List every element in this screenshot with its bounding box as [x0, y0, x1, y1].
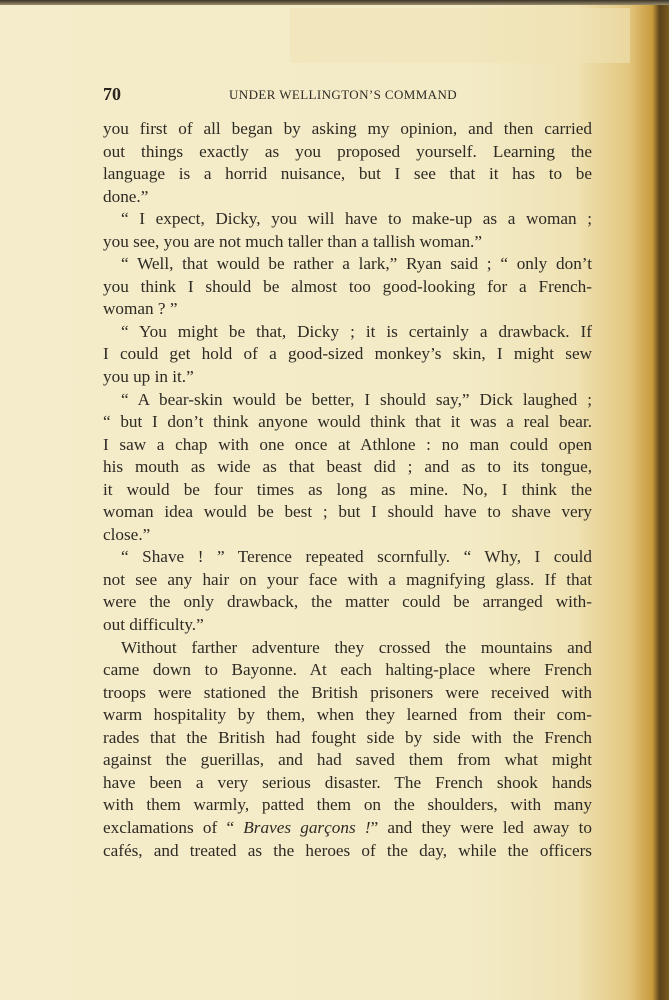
text-line: I could get hold of a good-sized monkey’s skin, I might sew [103, 344, 592, 364]
scan-artifact [290, 8, 630, 63]
text-line: cafés, and treated as the heroes of the day, while the officers [103, 840, 592, 860]
text-line: Without farther adventure they crossed the mountains and [121, 637, 592, 657]
text-line: “ You might be that, Dicky ; it is certainly a drawback. If [121, 321, 592, 341]
text-line: not see any hair on your face with a magnifying glass. If that [103, 569, 592, 589]
text-line: came down to Bayonne. At each halting-place where French [103, 660, 592, 680]
text-line: done.” [103, 186, 149, 206]
text-line: you up in it.” [103, 367, 194, 387]
text-line: “ A bear-skin would be better, I should say,” Dick laughed ; [121, 389, 592, 409]
body-text [103, 118, 592, 862]
text-line: rades that the British had fought side by side with the French [103, 727, 592, 747]
text-line: “ Well, that would be rather a lark,” Ryan said ; “ only don’t [121, 254, 592, 274]
text-line: were the only drawback, the matter could be arranged with- [103, 592, 592, 612]
text-line: close.” [103, 524, 151, 544]
text-line: out difficulty.” [103, 615, 204, 635]
text-line: “ but I don’t think anyone would think that it was a real bear. [103, 412, 592, 432]
text-segment: ” and they were led away to [370, 817, 592, 837]
text-line: it would be four times as long as mine. No, I think the [103, 479, 592, 499]
text-line: woman ? ” [103, 299, 178, 319]
page-top-edge [0, 0, 669, 5]
text-line: out things exactly as you proposed yourself. Learning the [103, 141, 592, 161]
text-line: “ Shave ! ” Terence repeated scornfully. “ Why, I could [121, 547, 592, 567]
text-line: you think I should be almost too good-looking for a French- [103, 276, 592, 296]
text-line: you see, you are not much taller than a tallish woman.” [103, 231, 482, 251]
text-line: woman idea would be best ; but I should have to shave very [103, 502, 592, 522]
text-segment: exclamations of “ [103, 817, 244, 837]
text-line: troops were stationed the British prisoners were received with [103, 682, 592, 702]
page-number: 70 [103, 84, 121, 104]
text-line: you first of all began by asking my opinion, and then carried [103, 119, 592, 138]
italic-phrase: Braves garçons ! [243, 817, 371, 837]
running-head: UNDER WELLINGTON’S COMMAND [229, 87, 458, 102]
text-line: have been a very serious disaster. The French shook hands [103, 772, 592, 792]
text-line: “ I expect, Dicky, you will have to make-up as a woman ; [121, 209, 592, 229]
page-header [103, 84, 595, 108]
text-line: I saw a chap with one once at Athlone : no man could open [103, 434, 592, 454]
text-line [103, 817, 592, 840]
text-line: with them warmly, patted them on the shoulders, with many [103, 795, 592, 815]
text-line: language is a horrid nuisance, but I see that it has to be [103, 164, 592, 184]
text-line: against the guerillas, and had saved them from what might [103, 750, 592, 770]
text-line: warm hospitality by them, when they learned from their com- [103, 705, 592, 725]
text-line: his mouth as wide as that beast did ; and as to its tongue, [103, 457, 592, 477]
